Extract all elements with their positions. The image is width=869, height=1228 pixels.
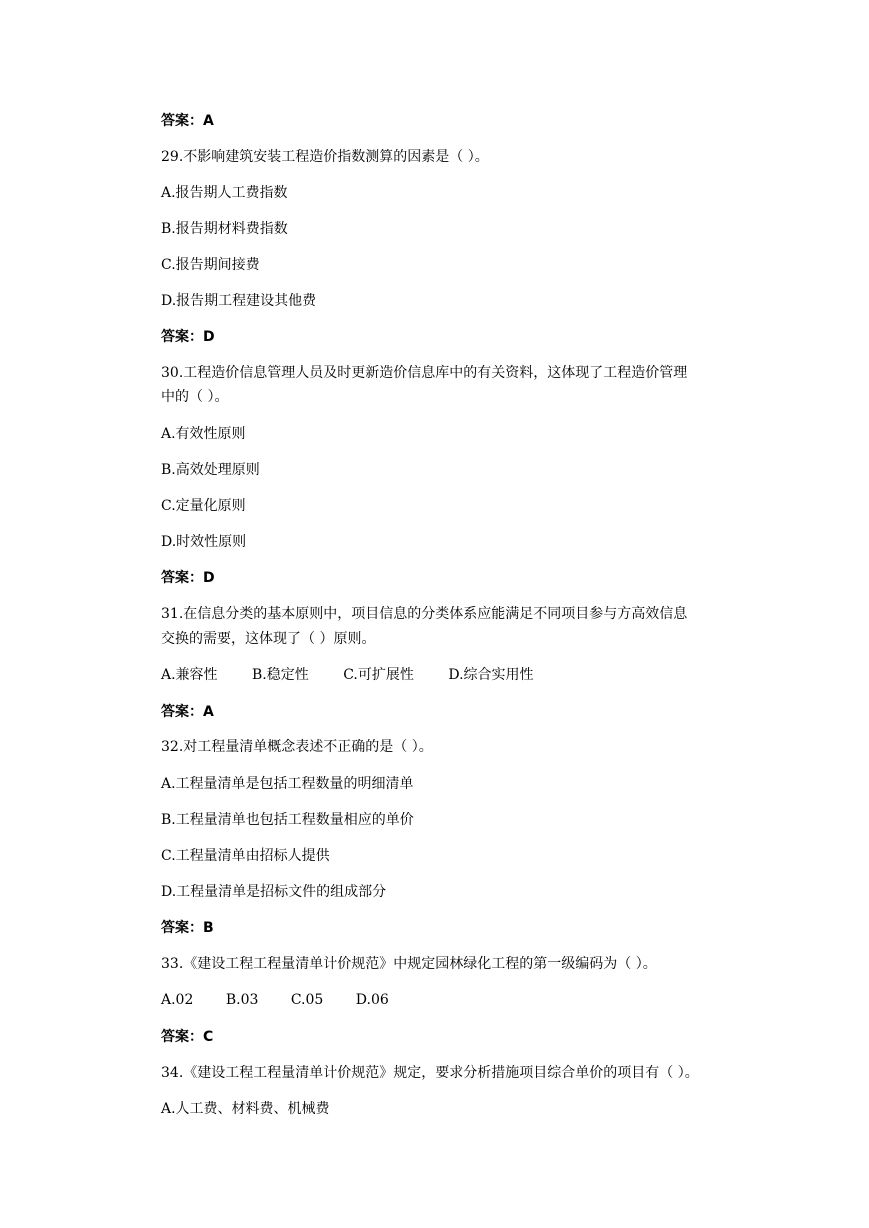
answer-32: 答案：B <box>161 920 214 936</box>
option-29-d: D.报告期工程建设其他费 <box>161 293 317 309</box>
option-29-c: C.报告期间接费 <box>161 257 260 273</box>
option-31-b: B.稳定性 <box>252 667 309 683</box>
option-32-a: A.工程量清单是包括工程数量的明细清单 <box>161 776 414 792</box>
option-33-c: C.05 <box>290 992 324 1008</box>
question-31-line2: 交换的需要，这体现了（ ）原则。 <box>161 631 376 647</box>
option-34-a: A.人工费、材料费、机械费 <box>161 1101 330 1117</box>
option-32-d: D.工程量清单是招标文件的组成部分 <box>161 884 387 900</box>
option-30-d: D.时效性原则 <box>161 534 247 550</box>
question-34: 34.《建设工程工程量清单计价规范》规定，要求分析措施项目综合单价的项目有（ ）。 <box>161 1065 699 1081</box>
answer-28: 答案：A <box>161 113 214 129</box>
option-30-b: B.高效处理原则 <box>161 462 260 478</box>
question-29: 29.不影响建筑安装工程造价指数测算的因素是（ ）。 <box>161 149 489 165</box>
option-30-c: C.定量化原则 <box>161 498 246 514</box>
option-31-d: D.综合实用性 <box>448 667 534 683</box>
question-33: 33.《建设工程工程量清单计价规范》中规定园林绿化工程的第一级编码为（ ）。 <box>161 956 657 972</box>
option-31-a: A.兼容性 <box>161 667 218 683</box>
answer-30: 答案：D <box>161 570 215 586</box>
option-33-d: D.06 <box>355 992 389 1008</box>
option-row-31 <box>161 665 534 685</box>
option-33-a: A.02 <box>161 992 194 1008</box>
question-30-line1: 30.工程造价信息管理人员及时更新造价信息库中的有关资料，这体现了工程造价管理 <box>161 365 688 381</box>
option-29-b: B.报告期材料费指数 <box>161 221 288 237</box>
question-32: 32.对工程量清单概念表述不正确的是（ ）。 <box>161 739 433 755</box>
question-31-line1: 31.在信息分类的基本原则中，项目信息的分类体系应能满足不同项目参与方高效信息 <box>161 606 688 622</box>
answer-31: 答案：A <box>161 704 214 720</box>
option-row-33 <box>161 990 389 1010</box>
option-30-a: A.有效性原则 <box>161 426 246 442</box>
answer-33: 答案：C <box>161 1029 214 1045</box>
option-32-b: B.工程量清单也包括工程数量相应的单价 <box>161 812 414 828</box>
option-31-c: C.可扩展性 <box>343 667 414 683</box>
option-32-c: C.工程量清单由招标人提供 <box>161 848 330 864</box>
answer-29: 答案：D <box>161 329 215 345</box>
option-33-b: B.03 <box>225 992 259 1008</box>
question-30-line2: 中的（ ）。 <box>161 389 229 405</box>
option-29-a: A.报告期人工费指数 <box>161 185 288 201</box>
